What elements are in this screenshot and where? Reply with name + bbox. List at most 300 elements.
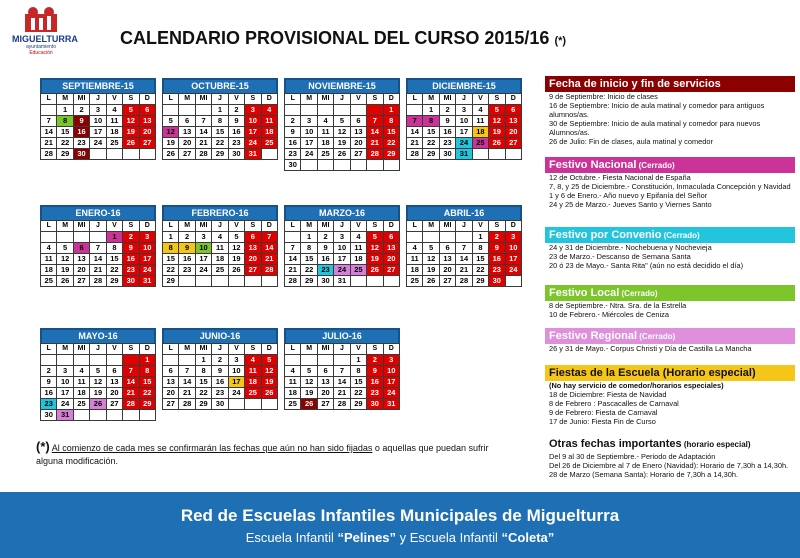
day-cell <box>106 355 122 366</box>
day-cell: 12 <box>301 377 317 388</box>
day-cell: 15 <box>472 254 488 265</box>
weekday-header: M <box>57 221 73 232</box>
day-cell: 3 <box>301 116 317 127</box>
month-title: JUNIO-16 <box>162 328 278 343</box>
day-cell: 15 <box>383 127 399 138</box>
weekday-header: V <box>106 221 122 232</box>
day-cell: 26 <box>489 138 505 149</box>
day-cell: 17 <box>90 127 106 138</box>
day-cell: 18 <box>407 265 423 276</box>
day-cell: 14 <box>90 254 106 265</box>
legend-line: 10 de Febrero.- Miércoles de Ceniza <box>549 310 669 319</box>
day-cell: 14 <box>261 243 277 254</box>
day-cell: 30 <box>123 276 139 287</box>
logo <box>12 4 78 64</box>
month-calendar <box>162 205 278 287</box>
legend-line: 24 y 25 de Marzo.- Jueves Santo y Viernes Santo <box>549 200 712 209</box>
day-cell: 13 <box>383 243 399 254</box>
legend-heading: Fecha de inicio y fin de servicios <box>545 76 795 92</box>
legend-line: 18 de Diciembre: Fiesta de Navidad <box>549 390 667 399</box>
weekday-header: J <box>90 221 106 232</box>
day-cell: 28 <box>179 399 195 410</box>
day-cell: 30 <box>212 399 228 410</box>
weekday-header: MI <box>195 221 211 232</box>
day-cell: 29 <box>212 149 228 160</box>
day-cell: 6 <box>245 232 261 243</box>
weekday-header: L <box>285 221 301 232</box>
day-cell: 17 <box>139 254 155 265</box>
day-cell: 27 <box>139 138 155 149</box>
day-cell: 19 <box>57 265 73 276</box>
day-cell <box>317 160 333 171</box>
day-cell: 9 <box>179 243 195 254</box>
day-cell: 10 <box>383 366 399 377</box>
day-cell: 5 <box>489 105 505 116</box>
day-cell: 19 <box>301 388 317 399</box>
day-cell: 12 <box>261 366 277 377</box>
day-cell: 19 <box>228 254 244 265</box>
day-cell: 9 <box>367 366 383 377</box>
day-cell: 4 <box>73 366 89 377</box>
day-cell: 26 <box>57 276 73 287</box>
legend-line: 16 de Septiembre: Inicio de aula matinal y comedor para antiguos alumnos/as. <box>549 101 765 119</box>
day-cell: 16 <box>179 254 195 265</box>
month-calendar <box>406 205 522 287</box>
day-cell: 26 <box>123 138 139 149</box>
weekday-header: M <box>301 344 317 355</box>
day-cell: 19 <box>334 138 350 149</box>
day-cell: 19 <box>90 388 106 399</box>
day-cell: 5 <box>423 243 439 254</box>
month-table <box>162 343 278 410</box>
day-cell: 14 <box>334 377 350 388</box>
legend-line: 30 de Septiembre: Inicio de aula matinal y comedor para nuevos Alumnos/as. <box>549 119 761 137</box>
legend-heading: Festivo Regional (Cerrado) <box>545 328 795 344</box>
day-cell <box>90 410 106 421</box>
day-cell <box>90 355 106 366</box>
day-cell: 22 <box>350 388 366 399</box>
footnote-rest: o aquellas que puedan sufrir alguna modificación. <box>36 443 489 466</box>
day-cell: 24 <box>334 265 350 276</box>
day-cell <box>423 232 439 243</box>
day-cell: 28 <box>407 149 423 160</box>
day-cell: 25 <box>317 149 333 160</box>
day-cell: 17 <box>245 127 261 138</box>
weekday-header: MI <box>317 344 333 355</box>
day-cell: 25 <box>472 138 488 149</box>
legend-line: 24 y 31 de Diciembre.- Nochebuena y Nochevieja <box>549 243 712 252</box>
day-cell: 3 <box>57 366 73 377</box>
day-cell: 20 <box>317 388 333 399</box>
footer-sub-a: Escuela Infantil <box>245 530 338 545</box>
day-cell: 24 <box>245 138 261 149</box>
weekday-header: J <box>334 344 350 355</box>
day-cell: 9 <box>123 243 139 254</box>
day-cell: 8 <box>57 116 73 127</box>
day-cell <box>73 410 89 421</box>
weekday-header: V <box>106 344 122 355</box>
day-cell: 24 <box>195 265 211 276</box>
day-cell: 6 <box>505 105 521 116</box>
day-cell <box>261 399 277 410</box>
day-cell: 22 <box>212 138 228 149</box>
month-table <box>406 93 522 160</box>
day-cell: 8 <box>212 116 228 127</box>
weekday-header: M <box>423 94 439 105</box>
day-cell: 11 <box>106 116 122 127</box>
day-cell: 21 <box>195 138 211 149</box>
weekday-header: S <box>367 94 383 105</box>
weekday-header: MI <box>317 94 333 105</box>
day-cell: 19 <box>489 127 505 138</box>
day-cell: 8 <box>106 243 122 254</box>
day-cell: 8 <box>423 116 439 127</box>
weekday-header: S <box>245 344 261 355</box>
day-cell <box>301 355 317 366</box>
weekday-header: J <box>334 94 350 105</box>
day-cell: 29 <box>350 399 366 410</box>
day-cell: 9 <box>489 243 505 254</box>
day-cell: 30 <box>439 149 455 160</box>
day-cell: 30 <box>489 276 505 287</box>
day-cell: 10 <box>228 366 244 377</box>
day-cell: 30 <box>41 410 57 421</box>
month-title: OCTUBRE-15 <box>162 78 278 93</box>
day-cell: 13 <box>439 254 455 265</box>
day-cell: 23 <box>228 138 244 149</box>
legend-line: 23 de Marzo.- Descanso de Semana Santa <box>549 252 691 261</box>
day-cell: 11 <box>212 243 228 254</box>
day-cell: 15 <box>212 127 228 138</box>
day-cell: 29 <box>139 399 155 410</box>
day-cell: 20 <box>245 254 261 265</box>
day-cell: 11 <box>350 243 366 254</box>
day-cell: 5 <box>367 232 383 243</box>
day-cell: 15 <box>195 377 211 388</box>
weekday-header: M <box>301 221 317 232</box>
day-cell <box>350 276 366 287</box>
day-cell <box>350 105 366 116</box>
day-cell: 30 <box>285 160 301 171</box>
day-cell: 2 <box>41 366 57 377</box>
day-cell: 11 <box>73 377 89 388</box>
day-cell: 25 <box>41 276 57 287</box>
day-cell: 12 <box>423 254 439 265</box>
weekday-header: J <box>90 344 106 355</box>
day-cell: 2 <box>439 105 455 116</box>
day-cell: 9 <box>73 116 89 127</box>
day-cell: 25 <box>350 265 366 276</box>
day-cell: 22 <box>106 265 122 276</box>
day-cell: 25 <box>212 265 228 276</box>
month-calendar <box>284 328 400 410</box>
day-cell: 21 <box>179 388 195 399</box>
day-cell: 12 <box>163 127 179 138</box>
day-cell: 23 <box>123 265 139 276</box>
day-cell: 28 <box>195 149 211 160</box>
weekday-header: MI <box>317 221 333 232</box>
weekday-header: MI <box>195 344 211 355</box>
weekday-header: S <box>245 94 261 105</box>
day-cell: 3 <box>195 232 211 243</box>
weekday-header: V <box>350 221 366 232</box>
weekday-header: L <box>163 94 179 105</box>
day-cell: 13 <box>317 377 333 388</box>
day-cell: 19 <box>123 127 139 138</box>
legend-heading: Festivo por Convenio (Cerrado) <box>545 227 795 243</box>
weekday-header: M <box>57 94 73 105</box>
day-cell: 15 <box>106 254 122 265</box>
day-cell: 31 <box>245 149 261 160</box>
day-cell: 4 <box>245 355 261 366</box>
legend-section <box>545 227 795 270</box>
day-cell: 24 <box>505 265 521 276</box>
day-cell: 3 <box>90 105 106 116</box>
day-cell: 10 <box>334 243 350 254</box>
legend-heading: Festivo Nacional (Cerrado) <box>545 157 795 173</box>
weekday-header: J <box>456 94 472 105</box>
day-cell <box>505 276 521 287</box>
day-cell: 3 <box>139 232 155 243</box>
day-cell <box>41 232 57 243</box>
day-cell: 10 <box>57 377 73 388</box>
day-cell: 16 <box>123 254 139 265</box>
day-cell <box>123 355 139 366</box>
day-cell: 23 <box>317 265 333 276</box>
day-cell: 28 <box>456 276 472 287</box>
day-cell: 1 <box>423 105 439 116</box>
month-table <box>406 220 522 287</box>
weekday-header: MI <box>73 94 89 105</box>
day-cell: 26 <box>423 276 439 287</box>
day-cell: 1 <box>472 232 488 243</box>
weekday-header: L <box>163 344 179 355</box>
day-cell: 4 <box>106 105 122 116</box>
day-cell: 13 <box>245 243 261 254</box>
day-cell: 2 <box>179 232 195 243</box>
day-cell <box>301 160 317 171</box>
weekday-header: S <box>123 221 139 232</box>
day-cell: 6 <box>73 243 89 254</box>
day-cell: 7 <box>367 116 383 127</box>
day-cell: 13 <box>350 127 366 138</box>
day-cell: 14 <box>456 254 472 265</box>
weekday-header: D <box>261 221 277 232</box>
day-cell: 25 <box>245 388 261 399</box>
day-cell: 10 <box>195 243 211 254</box>
day-cell: 12 <box>489 116 505 127</box>
day-cell: 8 <box>350 366 366 377</box>
day-cell: 28 <box>285 276 301 287</box>
day-cell: 28 <box>367 149 383 160</box>
month-calendar <box>406 78 522 160</box>
day-cell: 15 <box>423 127 439 138</box>
day-cell <box>350 160 366 171</box>
day-cell: 27 <box>383 265 399 276</box>
day-cell <box>261 276 277 287</box>
weekday-header: D <box>383 94 399 105</box>
day-cell: 30 <box>367 399 383 410</box>
day-cell: 6 <box>139 105 155 116</box>
day-cell: 4 <box>261 105 277 116</box>
day-cell: 12 <box>90 377 106 388</box>
day-cell: 31 <box>383 399 399 410</box>
day-cell: 28 <box>261 265 277 276</box>
day-cell: 17 <box>301 138 317 149</box>
month-table <box>284 93 400 171</box>
day-cell: 24 <box>301 149 317 160</box>
weekday-header: D <box>383 344 399 355</box>
weekday-header: S <box>123 344 139 355</box>
month-table <box>40 343 156 421</box>
day-cell: 22 <box>195 388 211 399</box>
day-cell: 4 <box>317 116 333 127</box>
logo-edu: Educación <box>29 50 53 56</box>
month-table <box>162 220 278 287</box>
day-cell: 26 <box>163 149 179 160</box>
day-cell: 16 <box>489 254 505 265</box>
legend-line: 8 de Septiembre.- Ntra. Sra. de la Estrella <box>549 301 687 310</box>
weekday-header: S <box>245 221 261 232</box>
weekday-header: V <box>228 221 244 232</box>
day-cell: 3 <box>228 355 244 366</box>
day-cell: 5 <box>57 243 73 254</box>
day-cell: 7 <box>179 366 195 377</box>
day-cell: 1 <box>139 355 155 366</box>
day-cell: 11 <box>41 254 57 265</box>
day-cell: 21 <box>367 138 383 149</box>
day-cell <box>383 276 399 287</box>
day-cell: 26 <box>301 399 317 410</box>
day-cell: 25 <box>73 399 89 410</box>
day-cell: 26 <box>334 149 350 160</box>
weekday-header: S <box>367 344 383 355</box>
day-cell <box>106 410 122 421</box>
weekday-header: MI <box>73 221 89 232</box>
weekday-header: M <box>179 344 195 355</box>
day-cell <box>163 355 179 366</box>
day-cell: 4 <box>472 105 488 116</box>
weekday-header: D <box>139 221 155 232</box>
weekday-header: L <box>41 344 57 355</box>
month-calendar <box>40 328 156 421</box>
day-cell: 1 <box>106 232 122 243</box>
day-cell <box>367 160 383 171</box>
day-cell: 13 <box>139 116 155 127</box>
day-cell: 26 <box>261 388 277 399</box>
day-cell <box>285 232 301 243</box>
day-cell: 26 <box>228 265 244 276</box>
weekday-header: J <box>212 221 228 232</box>
day-cell: 31 <box>57 410 73 421</box>
month-calendar <box>40 205 156 287</box>
day-cell: 29 <box>195 399 211 410</box>
legend-line: 8 de Febrero : Pascacalles de Carnaval <box>549 399 679 408</box>
day-cell: 25 <box>407 276 423 287</box>
day-cell: 23 <box>73 138 89 149</box>
legend-section <box>545 365 795 426</box>
day-cell <box>261 149 277 160</box>
day-cell: 11 <box>245 366 261 377</box>
day-cell: 6 <box>350 116 366 127</box>
footer-banner <box>0 492 800 558</box>
day-cell: 18 <box>285 388 301 399</box>
day-cell: 7 <box>195 116 211 127</box>
day-cell <box>505 149 521 160</box>
day-cell: 6 <box>317 366 333 377</box>
day-cell <box>334 160 350 171</box>
day-cell: 21 <box>90 265 106 276</box>
day-cell: 30 <box>317 276 333 287</box>
day-cell <box>106 149 122 160</box>
day-cell: 7 <box>90 243 106 254</box>
day-cell: 31 <box>456 149 472 160</box>
day-cell: 20 <box>505 127 521 138</box>
day-cell: 17 <box>195 254 211 265</box>
weekday-header: V <box>228 344 244 355</box>
day-cell: 29 <box>301 276 317 287</box>
weekday-header: J <box>456 221 472 232</box>
day-cell: 30 <box>73 149 89 160</box>
footnote <box>36 440 516 468</box>
weekday-header: M <box>57 344 73 355</box>
legend-line: 26 y 31 de Mayo.- Corpus Christi y Día de Castilla La Mancha <box>549 344 752 353</box>
day-cell <box>228 276 244 287</box>
weekday-header: L <box>41 221 57 232</box>
day-cell: 18 <box>472 127 488 138</box>
day-cell: 15 <box>57 127 73 138</box>
legend-heading: Fiestas de la Escuela (Horario especial) <box>545 365 795 381</box>
day-cell: 1 <box>57 105 73 116</box>
day-cell: 28 <box>41 149 57 160</box>
weekday-header: MI <box>195 94 211 105</box>
day-cell: 6 <box>439 243 455 254</box>
legend-heading: Festivo Local (Cerrado) <box>545 285 795 301</box>
weekday-header: MI <box>73 344 89 355</box>
day-cell <box>334 105 350 116</box>
day-cell <box>123 410 139 421</box>
footer-title: Red de Escuelas Infantiles Municipales de Miguelturra <box>180 506 620 525</box>
day-cell: 21 <box>334 388 350 399</box>
day-cell: 5 <box>334 116 350 127</box>
day-cell: 21 <box>41 138 57 149</box>
day-cell <box>41 355 57 366</box>
day-cell: 12 <box>334 127 350 138</box>
day-cell: 18 <box>106 127 122 138</box>
day-cell: 25 <box>285 399 301 410</box>
day-cell: 10 <box>301 127 317 138</box>
month-title: MAYO-16 <box>40 328 156 343</box>
month-table <box>40 93 156 160</box>
day-cell: 19 <box>261 377 277 388</box>
day-cell: 31 <box>334 276 350 287</box>
day-cell: 11 <box>472 116 488 127</box>
legend-line: 7, 8, y 25 de Diciembre.- Constitución, Inmaculada Concepción y Navidad <box>549 182 791 191</box>
day-cell: 2 <box>489 232 505 243</box>
legend-line: 26 de Julio: Fin de clases, aula matinal y comedor <box>549 137 713 146</box>
day-cell <box>334 355 350 366</box>
day-cell: 1 <box>163 232 179 243</box>
day-cell: 13 <box>73 254 89 265</box>
day-cell: 7 <box>456 243 472 254</box>
legend-heading-suffix: (Cerrado) <box>661 231 700 240</box>
day-cell: 1 <box>212 105 228 116</box>
weekday-header: V <box>350 94 366 105</box>
day-cell: 6 <box>383 232 399 243</box>
day-cell: 8 <box>139 366 155 377</box>
weekday-header: L <box>163 221 179 232</box>
weekday-header: L <box>41 94 57 105</box>
